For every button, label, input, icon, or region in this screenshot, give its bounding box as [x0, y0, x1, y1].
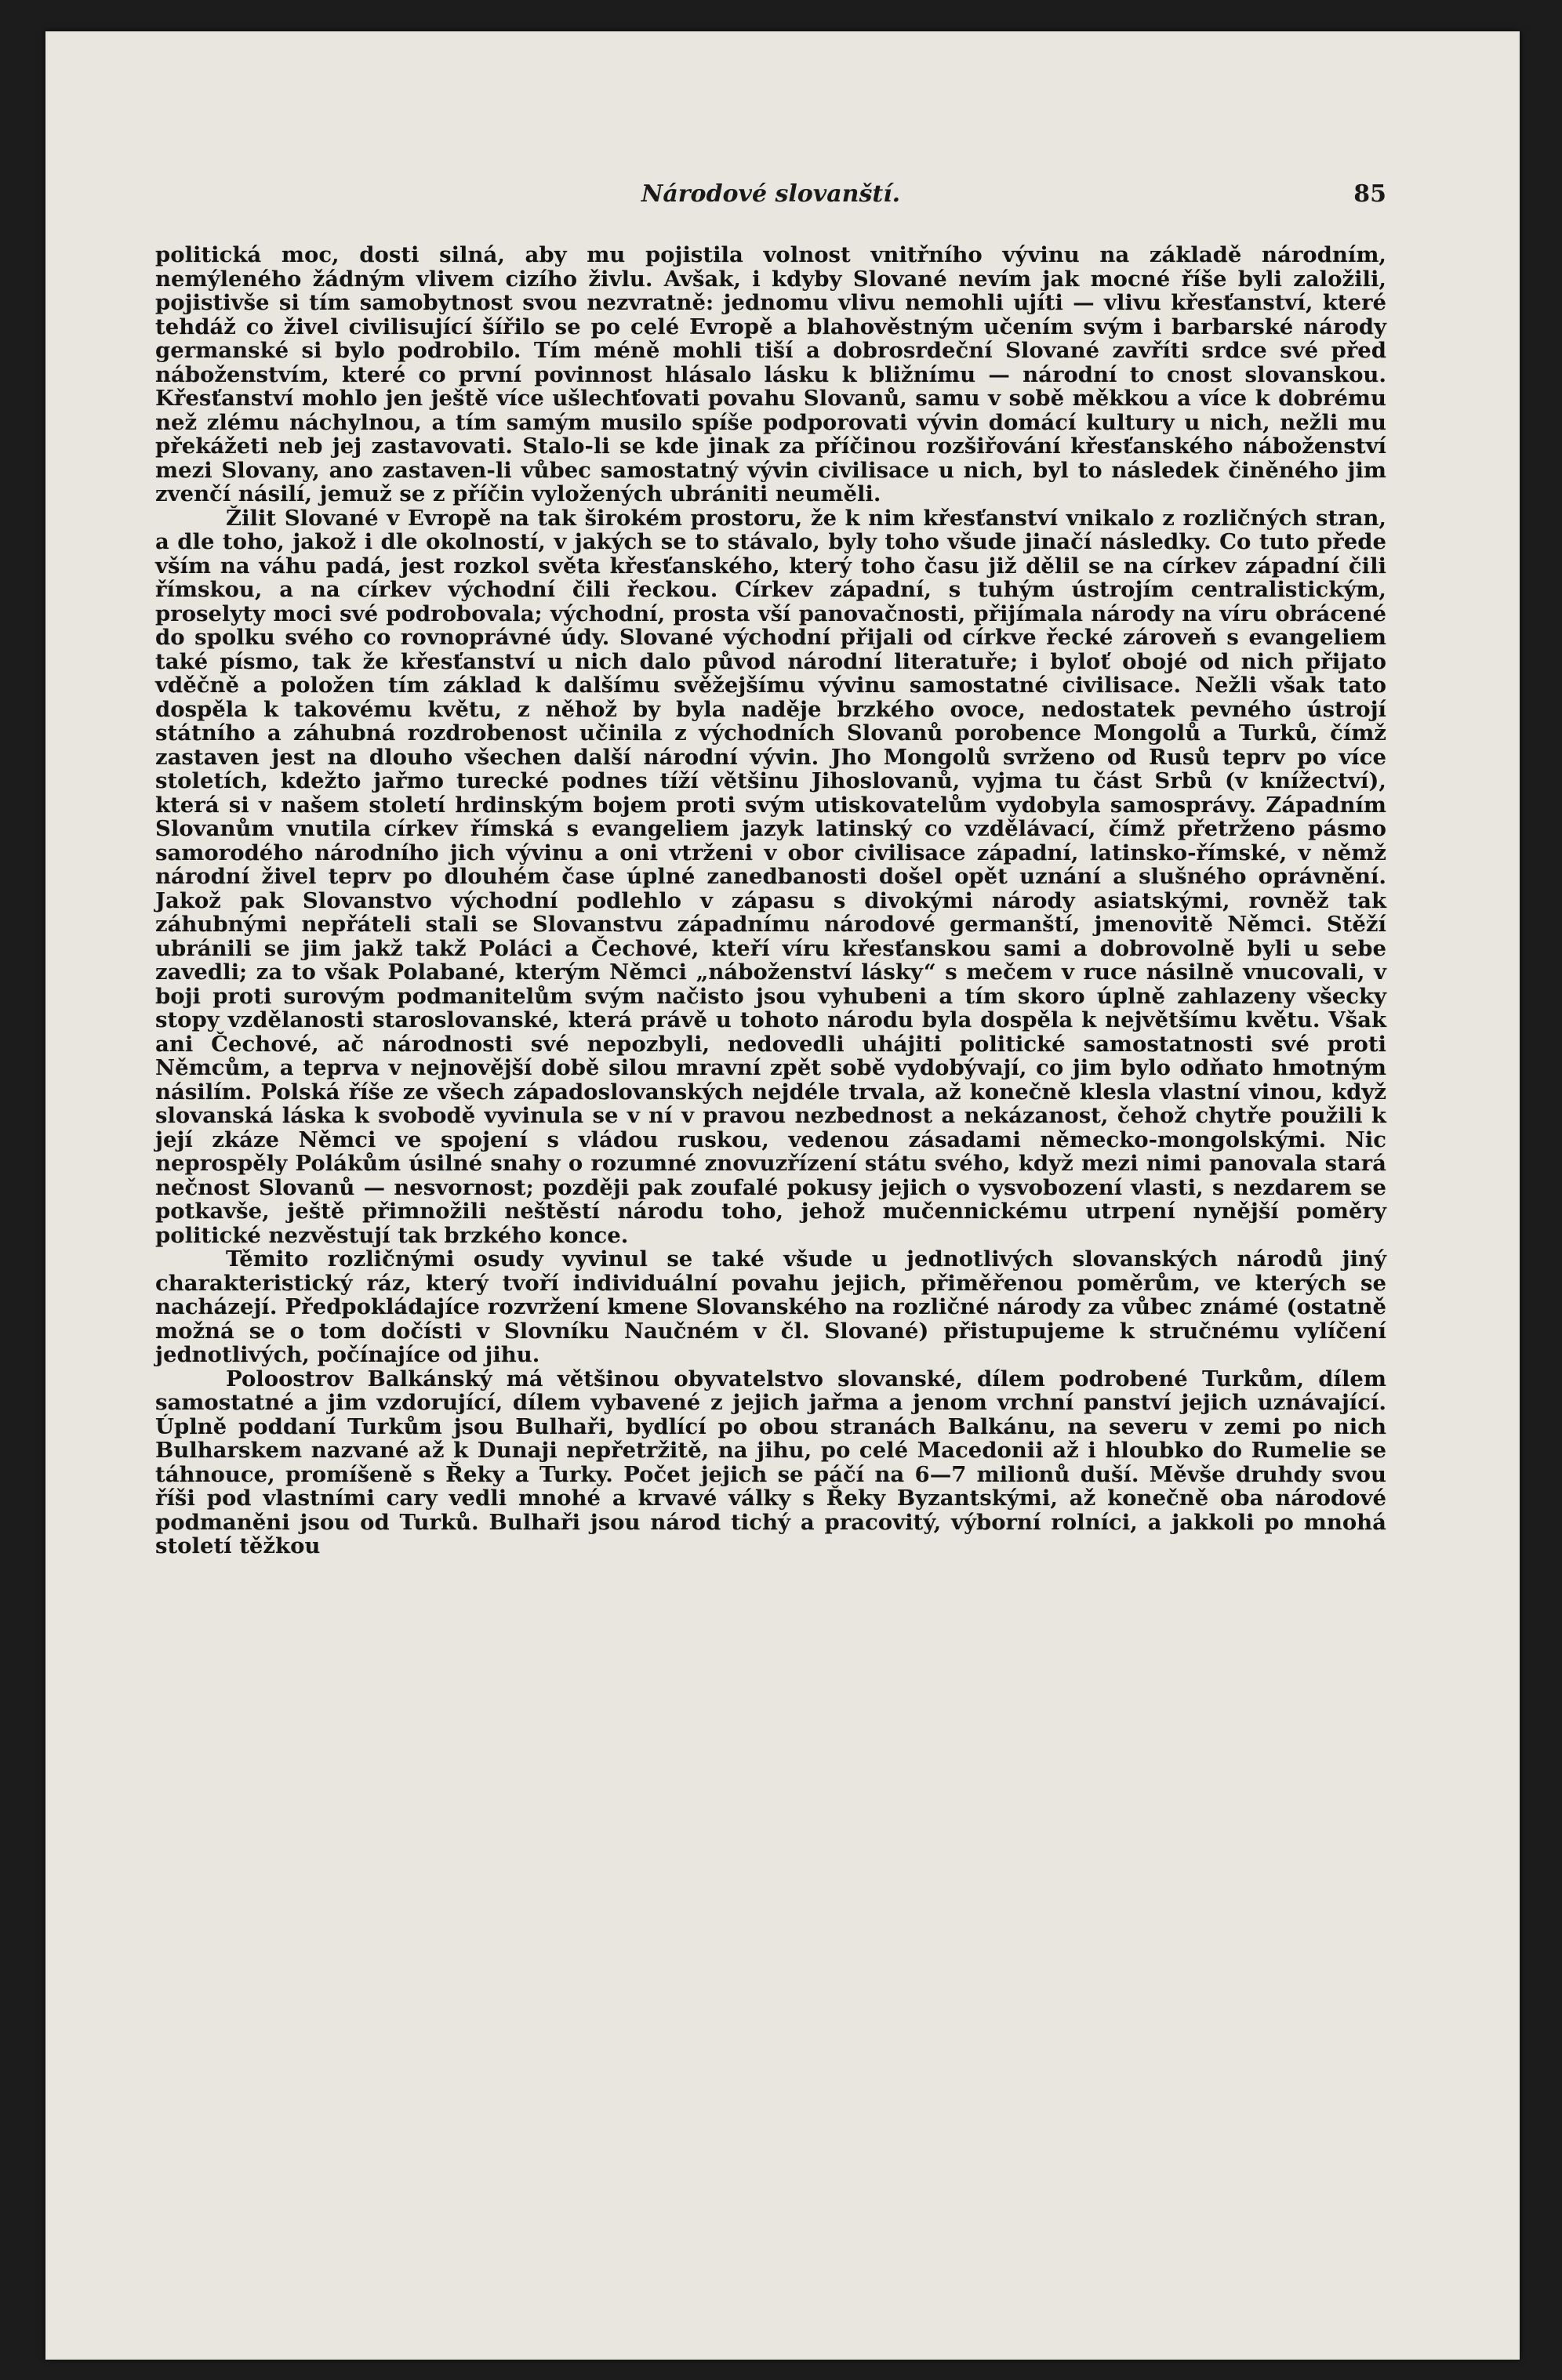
page-header [155, 180, 1386, 219]
paragraph-1: politická moc, dosti silná, aby mu pojistila volnost vnitřního vývinu na základě národním, nemýleného žádným vlivem cizího živlu. Avšak, i kdyby Slované nevím jak mocné říše byli založili, pojistivše si tím samobytnost svou nezvratně: jednomu vlivu nemohli ujíti — vlivu křesťanství, které tehdáž co živel civilisující šířilo se po celé Evropě a blahověstným učením svým i barbarské národy germanské si bylo podrobilo. Tím méně mohli tiší a dobrosrdeční Slované zavříti srdce své před náboženstvím, které co první povinnost hlásalo lásku k bližnímu — národní to cnost slovanskou. Křesťanství mohlo jen ještě více ušlechťovati povahu Slovanů, samu v sobě měkkou a více k dobrému než zlému náchylnou, a tím samým musilo spíše podporovati vývin domácí kultury u nich, nežli mu překážeti neb jej zastavovati. Stalo-li se kde jinak za příčinou rozšiřování křesťanského náboženství mezi Slovany, ano zastaven-li vůbec samostatný vývin civilisace u nich, byl to následek činěného jim zvenčí násilí, jemuž se z příčin vyložených ubrániti neuměli. [155, 242, 1386, 506]
paragraph-4: Poloostrov Balkánský má většinou obyvatelstvo slovanské, dílem podrobené Turkům, dílem samostatné a jim vzdorující, dílem vybavené z jejich jařma a jenom vrchní panství jejich uznávající. Úplně poddaní Turkům jsou Bulhaři, bydlící po obou stranách Balkánu, na severu v zemi po nich Bulharskem nazvané až k Dunaji nepřetržitě, na jihu, po celé Macedonii až i hloubko do Rumelie se táhnouce, promíšeně s Řeky a Turky. Počet jejich se páčí na 6—7 milionů duší. Měvše druhdy svou říši pod vlastními cary vedli mnohé a krvavé války s Řeky Byzantskými, až konečně oba národové podmaněni jsou od Turků. Bulhaři jsou národ tichý a pracovitý, výborní rolníci, a jakkoli po mnohá století těžkou [155, 1366, 1386, 1558]
paragraph-3: Těmito rozličnými osudy vyvinul se také všude u jednotlivých slovanských národů jiný charakteristický ráz, který tvoří individuální povahu jejich, přiměřenou poměrům, ve kterých se nacházejí. Předpokládajíce rozvržení kmene Slovanského na rozličné národy za vůbec známé (ostatně možná se o tom dočísti v Slovníku Naučném v čl. Slované) přistupujeme k stručnému vylíčení jednotlivých, počínajíce od jihu. [155, 1246, 1386, 1367]
document-page [45, 31, 1520, 2360]
body-text [155, 243, 1386, 1558]
paragraph-2: Žilit Slované v Evropě na tak širokém prostoru, že k nim křesťanství vnikalo z rozličných stran, a dle toho, jakož i dle okolností, v jakých se to stávalo, byly toho všude jinačí následky. Co tuto přede vším na váhu padá, jest rozkol světa křesťanského, který toho času již dělil se na církev západní čili římskou, a na církev východní čili řeckou. Církev západní, s tuhým ústrojím centralistickým, proselyty moci své podrobovala; východní, prosta vší panovačnosti, přijímala národy na víru obrácené do spolku svého co rovnoprávné údy. Slované východní přijali od církve řecké zároveň s evangeliem také písmo, tak že křesťanství u nich dalo původ národní literatuře; i byloť obojé od nich přijato vděčně a položen tím základ k dalšímu svěžejšímu vývinu samostatné civilisace. Nežli však tato dospěla k takovému květu, z něhož by byla naděje brzkého ovoce, nedostatek pevného ústrojí státního a záhubná rozdrobenost učinila z východních Slovanů porobence Mongolů a Turků, čímž zastaven jest na dlouho všechen další národní vývin. Jho Mongolů svrženo od Rusů teprv po více stoletích, kdežto jařmo turecké podnes tíží většinu Jihoslovanů, vyjma tu část Srbů (v knížectví), která si v našem století hrdinským bojem proti svým utiskovatelům vydobyla samosprávy. Západním Slovanům vnutila církev římská s evangeliem jazyk latinský co vzdělávací, čímž přetrženo pásmo samorodého národního jich vývinu a oni vtrženi v obor civilisace západní, latinsko-římské, v němž národní živel teprv po dlouhém čase úplné zanedbanosti došel opět uznání a slušného oprávnění. Jakož pak Slovanstvo východní podlehlo v zápasu s divokými národy asiatskými, rovněž tak záhubnými nepřáteli stali se Slovanstvu západnímu národové germanští, jmenovitě Němci. Stěží ubránili se jim jakž takž Poláci a Čechové, kteří víru křesťanskou sami a dobrovolně byli u sebe zavedli; za to však Polabané, kterým Němci „náboženství lásky“ s mečem v ruce násilně vnucovali, v boji proti surovým podmanitelům svým načisto jsou vyhubeni a tím skoro úplně zahlazeny všecky stopy vzdělanosti staroslovanské, která právě u tohoto národu byla dospěla k největšímu květu. Však ani Čechové, ač národnosti své nepozbyli, nedovedli uhájiti politické samostatnosti své proti Němcům, a teprva v nejnovější době silou mravní zpět sobě vydobývají, co jim bylo odňato hmotným násilím. Polská říše ze všech západoslovanských nejdéle trvala, až konečně klesla vlastní vinou, když slovanská láska k svobodě vyvinula se v ní v pravou nezbednost a nekázanost, čehož chytře použili k její zkáze Němci ve spojení s vládou ruskou, vedenou zásadami německo-mongolskými. Nic neprospěly Polákům úsilné snahy o rozumné znovuzřízení státu svého, když mezi nimi panovala stará nečnost Slovanů — nesvornost; později pak zoufalé pokusy jejich o vysvobození vlasti, s nezdarem se potkavše, ještě přimnožili neštěstí národu toho, jehož mučennickému utrpení nynější poměry politické nezvěstují tak brzkého konce. [155, 505, 1386, 1248]
running-title: Národové slovanští. [641, 180, 901, 208]
page-number: 85 [1353, 180, 1386, 208]
